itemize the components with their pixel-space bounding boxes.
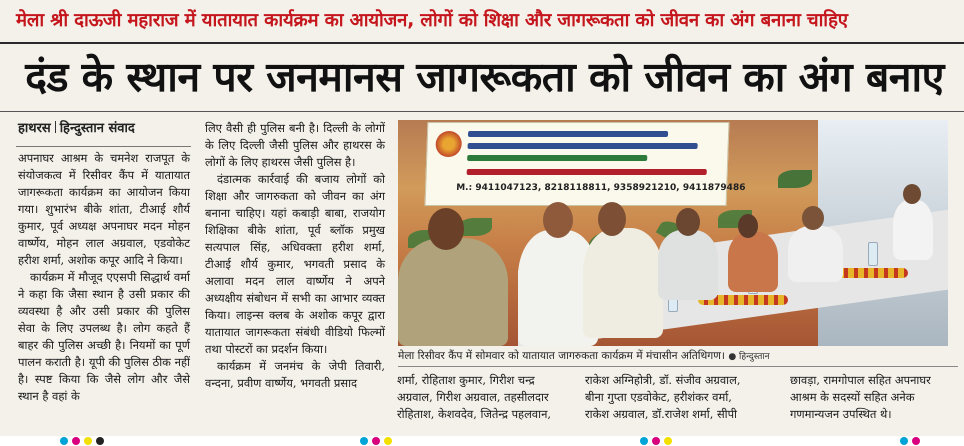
bottom-column-2: [585, 372, 775, 423]
text-line: राकेश अग्रवाल, डॉ.राजेश शर्मा, सीपी: [585, 407, 738, 421]
print-registration-marks: [0, 436, 964, 446]
banner-logo: [435, 131, 462, 157]
headline-rule: [0, 111, 964, 112]
paragraph: अपनाघर आश्रम के चमनेश राजपूत के संयोजकत्व में रिसीवर कैंप में यातायात जागरूकता कार्यक्रम का आयोजन किया गया। शुभारंभ बीके शांता, टीआई शौर्य कुमार, पूर्व अध्यक्ष अपनाघर मदन मोहन वार्ष्णेय, मोहन लाल अग्रवाल, एडवोकेट हरीश शर्मा, अशोक कपूर आदि ने किया।: [18, 151, 190, 267]
text-line: आश्रम के सदस्यों सहित अनेक: [790, 390, 915, 404]
bottom-column-1: [397, 372, 572, 423]
photo-banner: [425, 122, 746, 206]
byline-rule: [16, 146, 191, 147]
top-rule: [0, 42, 964, 44]
byline-source: हिन्दुस्तान संवाद: [59, 121, 135, 136]
byline-place: हाथरस: [18, 121, 51, 136]
text-line: अग्रवाल, गिरीश अग्रवाल, तहसीलदार: [397, 390, 549, 404]
article-column-1: [18, 150, 190, 405]
banner-phone-numbers: M.: 9411047123, 8218118811, 9358921210, 9411879486: [455, 183, 746, 193]
text-line: छावड़ा, रामगोपाल सहित अपनाघर: [790, 373, 931, 387]
bottom-column-3: [790, 372, 960, 423]
text-line: बीना गुप्ता एडवोकेट, हरीशंकर वर्मा,: [585, 390, 732, 404]
text-line: शर्मा, रोहिताश कुमार, गिरीश चन्द्र: [397, 373, 535, 387]
caption-credit: ● हिन्दुस्तान: [728, 352, 770, 362]
article-column-2: [205, 120, 385, 392]
event-photo: [398, 120, 948, 346]
paragraph: लिए वैसी ही पुलिस बनी है। दिल्ली के लोगों के लिए दिल्ली जैसी पुलिस और हाथरस के लोगों के लिए हाथरस जैसी पुलिस है।: [205, 121, 385, 169]
main-headline: दंड के स्थान पर जनमानस जागरूकता को जीवन का अंग बनाए: [25, 53, 944, 101]
kicker-headline: मेला श्री दाऊजी महाराज में यातायात कार्यक्रम का आयोजन, लोगों को शिक्षा और जागरूकता को जीवन का अंग बनाना चाहिए: [16, 10, 848, 31]
byline: [18, 118, 135, 136]
photo-caption: [398, 349, 958, 363]
caption-rule: [398, 366, 958, 367]
paragraph: दंडात्मक कार्रवाई की बजाय लोगों को शिक्षा और जागरुकता को जीवन का अंग बनाना चाहिए। यहां कबाड़ी बाबा, राजयोग शिक्षिका बीके शांता, पूर्व ब्लॉक प्रमुख सत्यपाल सिंह, अधिवक्ता हरीश शर्मा, टीआई शौर्य कुमार, भगवती प्रसाद के अलावा मदन लाल वार्ष्णेय ने अपने अध्यक्षीय संबोधन में सभी का आभार व्यक्त किया। लाइन्स क्लब के अशोक कपूर द्वारा यातायात जागरूकता संबंधी वीडियो फिल्मों तथा पोस्टरों का प्रदर्शन किया।: [205, 172, 385, 356]
paragraph: कार्यक्रम में मौजूद एएसपी सिद्धार्थ वर्मा ने कहा कि जैसा स्थान है उसी प्रकार की व्यवस्था है और उसी प्रकार की पुलिस सेवा के लिए उपलब्ध है। लोग कहते हैं बाहर की पुलिस अच्छी है। नियमों का पूर्ण पालन कराती है। यूपी की पुलिस ठीक नहीं है। स्पष्ट किया कि जैसे लोग और जैसे स्थान है वहां के: [18, 270, 190, 403]
caption-text: मेला रिसीवर कैंप में सोमवार को यातायात जागरुकता कार्यक्रम में मंचासीन अतिथिगण।: [398, 350, 725, 362]
paragraph: कार्यक्रम में जनमंच के जेपी तिवारी, वन्दना, प्रवीण वार्ष्णेय, भगवती प्रसाद: [205, 359, 385, 390]
text-line: रोहिताश, केशवदेव, जितेन्द्र पहलवान,: [397, 407, 552, 421]
text-line: गणमान्यजन उपस्थित थे।: [790, 407, 892, 421]
byline-separator: [55, 121, 56, 133]
text-line: राकेश अग्निहोत्री, डॉ. संजीव अग्रवाल,: [585, 373, 741, 387]
